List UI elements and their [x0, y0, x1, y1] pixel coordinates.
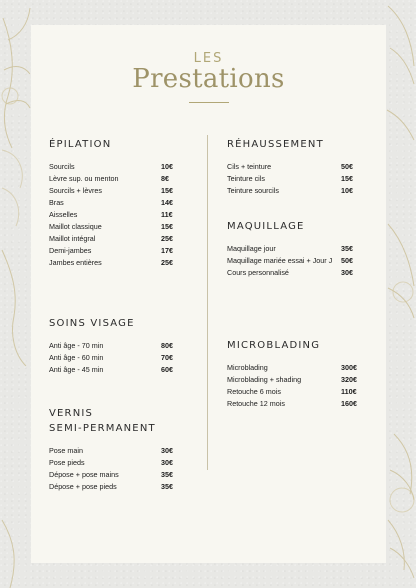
- soins-list: [49, 340, 179, 376]
- section-title-microblading: MICROBLADING: [227, 340, 321, 351]
- list-item: Jambes entières 25€: [49, 258, 173, 267]
- section-rehaussement: [227, 137, 359, 197]
- section-title-soins-visage: SOINS VISAGE: [49, 318, 135, 329]
- list-item: Maquillage jour 35€: [227, 244, 353, 253]
- list-item: Aisselles 11€: [49, 210, 173, 219]
- section-title-maquillage: MAQUILLAGE: [227, 221, 305, 232]
- list-item: Demi-jambes 17€: [49, 246, 173, 255]
- list-item: Cours personnalisé 30€: [227, 268, 353, 277]
- maquillage-list: [227, 243, 359, 279]
- list-item: Sourcils + lèvres 15€: [49, 186, 173, 195]
- section-title-vernis-line1: VERNIS: [49, 408, 94, 419]
- rehaussement-list: [227, 161, 359, 197]
- list-item: Anti âge - 60 min 70€: [49, 353, 173, 362]
- header: [31, 52, 386, 103]
- list-item: Maquillage mariée essai + Jour J 50€: [227, 256, 353, 265]
- list-item: Anti âge - 45 min 60€: [49, 365, 173, 374]
- list-item: Anti âge - 70 min 80€: [49, 341, 173, 350]
- list-item: Teinture sourcils 10€: [227, 186, 353, 195]
- price-card: [31, 25, 386, 563]
- page-title: Prestations: [132, 64, 285, 94]
- list-item: Lèvre sup. ou menton 8€: [49, 174, 169, 183]
- section-microblading: [227, 338, 359, 410]
- section-title-vernis-line2: SEMI-PERMANENT: [49, 423, 156, 434]
- list-item: Pose pieds 30€: [49, 458, 173, 467]
- list-item: Cils + teinture 50€: [227, 162, 353, 171]
- microblading-list: [227, 362, 359, 410]
- epilation-list: [49, 161, 179, 269]
- section-title-vernis: [49, 406, 179, 436]
- list-item: Maillot intégral 25€: [49, 234, 173, 243]
- section-epilation: [49, 137, 179, 269]
- list-item: Dépose + pose mains 35€: [49, 470, 173, 479]
- list-item: Bras 14€: [49, 198, 173, 207]
- list-item: Sourcils 10€: [49, 162, 173, 171]
- section-title-epilation: ÉPILATION: [49, 139, 112, 150]
- list-item: Microblading + shading 320€: [227, 375, 357, 384]
- header-les: LES: [193, 51, 224, 66]
- section-vernis: [49, 406, 179, 493]
- list-item: Pose main 30€: [49, 446, 173, 455]
- column-divider: [207, 135, 208, 470]
- list-item: Microblading 300€: [227, 363, 357, 372]
- section-soins-visage: [49, 316, 179, 376]
- list-item: Dépose + pose pieds 35€: [49, 482, 173, 491]
- vernis-list: [49, 445, 179, 493]
- section-title-rehaussement: RÉHAUSSEMENT: [227, 139, 324, 150]
- list-item: Retouche 6 mois 110€: [227, 387, 357, 396]
- list-item: Teinture cils 15€: [227, 174, 353, 183]
- section-maquillage: [227, 219, 359, 279]
- list-item: Retouche 12 mois 160€: [227, 399, 357, 408]
- list-item: Maillot classique 15€: [49, 222, 173, 231]
- title-underline: [189, 102, 229, 103]
